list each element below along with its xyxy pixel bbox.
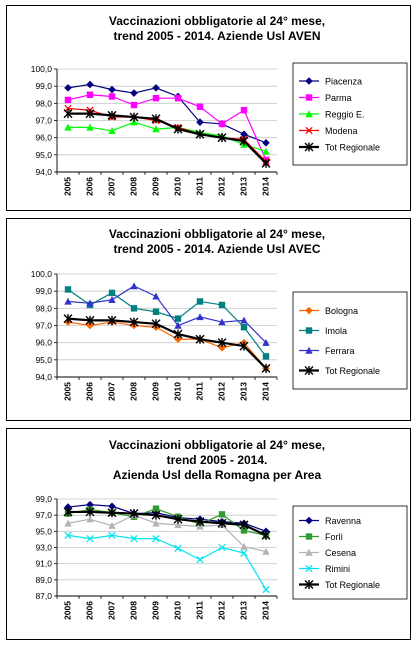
x-tick-label: 2006: [84, 601, 95, 620]
x-tick-label: 2014: [260, 382, 271, 401]
x-tick-label: 2014: [260, 177, 271, 196]
legend-label: Cesena: [325, 548, 357, 558]
data-point: [197, 104, 203, 110]
x-tick-label: 2008: [128, 601, 139, 620]
legend-label: Piacenza: [325, 76, 363, 87]
x-tick-label: 2011: [194, 382, 205, 401]
data-point: [65, 97, 71, 103]
data-point: [153, 95, 159, 101]
x-tick-label: 2013: [238, 382, 249, 401]
data-point: [175, 95, 181, 101]
legend-label: Modena: [325, 126, 358, 136]
x-tick-label: 2012: [216, 601, 227, 620]
chart-title: [47, 438, 387, 483]
chart-title-line: trend 2005 - 2014. Aziende Usl AVEC: [113, 242, 321, 256]
y-tick-label: 97,0: [35, 115, 52, 126]
x-tick-label: 2011: [194, 601, 205, 620]
legend-label: Tot Regionale: [325, 580, 381, 590]
x-tick-label: 2008: [128, 382, 139, 401]
chart-title-line: trend 2005 - 2014. Aziende Usl AVEN: [113, 29, 321, 43]
chart-panel-romagna: [6, 428, 411, 640]
x-tick-label: 2011: [194, 177, 205, 196]
x-tick-label: 2005: [62, 177, 73, 196]
chart-panel-avec: [6, 218, 411, 421]
legend-swatch-marker: [306, 533, 312, 539]
legend-label: Reggio E.: [325, 109, 365, 120]
x-tick-label: 2007: [106, 601, 117, 620]
chart-panel-aven: [6, 5, 411, 211]
legend-label: Ravenna: [325, 516, 362, 526]
chart-title: [47, 14, 387, 44]
legend-label: Rimini: [325, 564, 351, 574]
data-point: [87, 92, 93, 98]
legend-label: Forlì: [325, 532, 343, 542]
chart-title-line: trend 2005 - 2014.: [166, 453, 268, 467]
legend-label: Bologna: [325, 306, 359, 316]
y-tick-label: 95,0: [35, 354, 52, 365]
x-tick-label: 2007: [106, 177, 117, 196]
y-tick-label: 93,0: [35, 542, 52, 553]
legend: [293, 506, 407, 599]
data-point: [109, 290, 115, 296]
x-tick-label: 2010: [172, 177, 183, 196]
x-tick-label: 2005: [62, 382, 73, 401]
data-point: [175, 315, 181, 321]
data-point: [219, 511, 225, 517]
y-tick-label: 94,0: [35, 167, 52, 177]
data-point: [241, 324, 247, 330]
x-tick-label: 2006: [84, 382, 95, 401]
legend-label: Imola: [325, 326, 348, 336]
y-tick-label: 96,0: [35, 132, 52, 143]
y-tick-label: 99,0: [35, 494, 52, 504]
y-tick-label: 98,0: [35, 98, 52, 109]
x-tick-label: 2014: [260, 601, 271, 620]
data-point: [197, 298, 203, 304]
chart-title-line: Vaccinazioni obbligatorie al 24° mese,: [108, 14, 326, 28]
chart-title-line: Vaccinazioni obbligatorie al 24° mese,: [108, 227, 326, 241]
chart-title-line: Azienda Usl della Romagna per Area: [112, 468, 322, 482]
x-tick-label: 2007: [106, 382, 117, 401]
x-tick-label: 2013: [238, 601, 249, 620]
legend: [293, 63, 407, 165]
chart-title-line: Vaccinazioni obbligatorie al 24° mese,: [108, 438, 326, 452]
data-point: [219, 302, 225, 308]
y-tick-label: 99,0: [35, 286, 52, 297]
legend-swatch-marker: [306, 94, 312, 100]
y-tick-label: 91,0: [35, 558, 52, 569]
y-tick-label: 96,0: [35, 337, 52, 348]
legend-swatch-marker: [306, 327, 312, 333]
y-tick-label: 94,0: [35, 372, 52, 382]
x-tick-label: 2009: [150, 177, 161, 196]
legend-label: Tot Regionale: [325, 142, 381, 153]
data-point: [263, 353, 269, 359]
y-tick-label: 97,0: [35, 320, 52, 331]
y-tick-label: 87,0: [35, 591, 52, 601]
legend-label: Tot Regionale: [325, 366, 381, 376]
data-point: [131, 305, 137, 311]
data-point: [241, 107, 247, 113]
y-tick-label: 100,0: [30, 64, 52, 74]
y-tick-label: 98,0: [35, 303, 52, 314]
data-point: [219, 121, 225, 127]
data-point: [131, 102, 137, 108]
x-tick-label: 2008: [128, 177, 139, 196]
x-tick-label: 2009: [150, 601, 161, 620]
x-tick-label: 2006: [84, 177, 95, 196]
chart-title: [47, 227, 387, 257]
data-point: [109, 93, 115, 99]
data-point: [65, 286, 71, 292]
x-tick-label: 2010: [172, 601, 183, 620]
x-tick-label: 2013: [238, 177, 249, 196]
data-point: [153, 309, 159, 315]
x-tick-label: 2012: [216, 382, 227, 401]
y-tick-label: 100,0: [30, 269, 52, 279]
legend: [293, 292, 407, 389]
x-tick-label: 2009: [150, 382, 161, 401]
y-tick-label: 89,0: [35, 574, 52, 585]
y-tick-label: 99,0: [35, 81, 52, 92]
y-tick-label: 97,0: [35, 510, 52, 521]
legend-label: Ferrara: [325, 346, 355, 356]
y-tick-label: 95,0: [35, 526, 52, 537]
legend-label: Parma: [325, 93, 352, 103]
x-tick-label: 2005: [62, 601, 73, 620]
x-tick-label: 2012: [216, 177, 227, 196]
y-tick-label: 95,0: [35, 149, 52, 160]
x-tick-label: 2010: [172, 382, 183, 401]
